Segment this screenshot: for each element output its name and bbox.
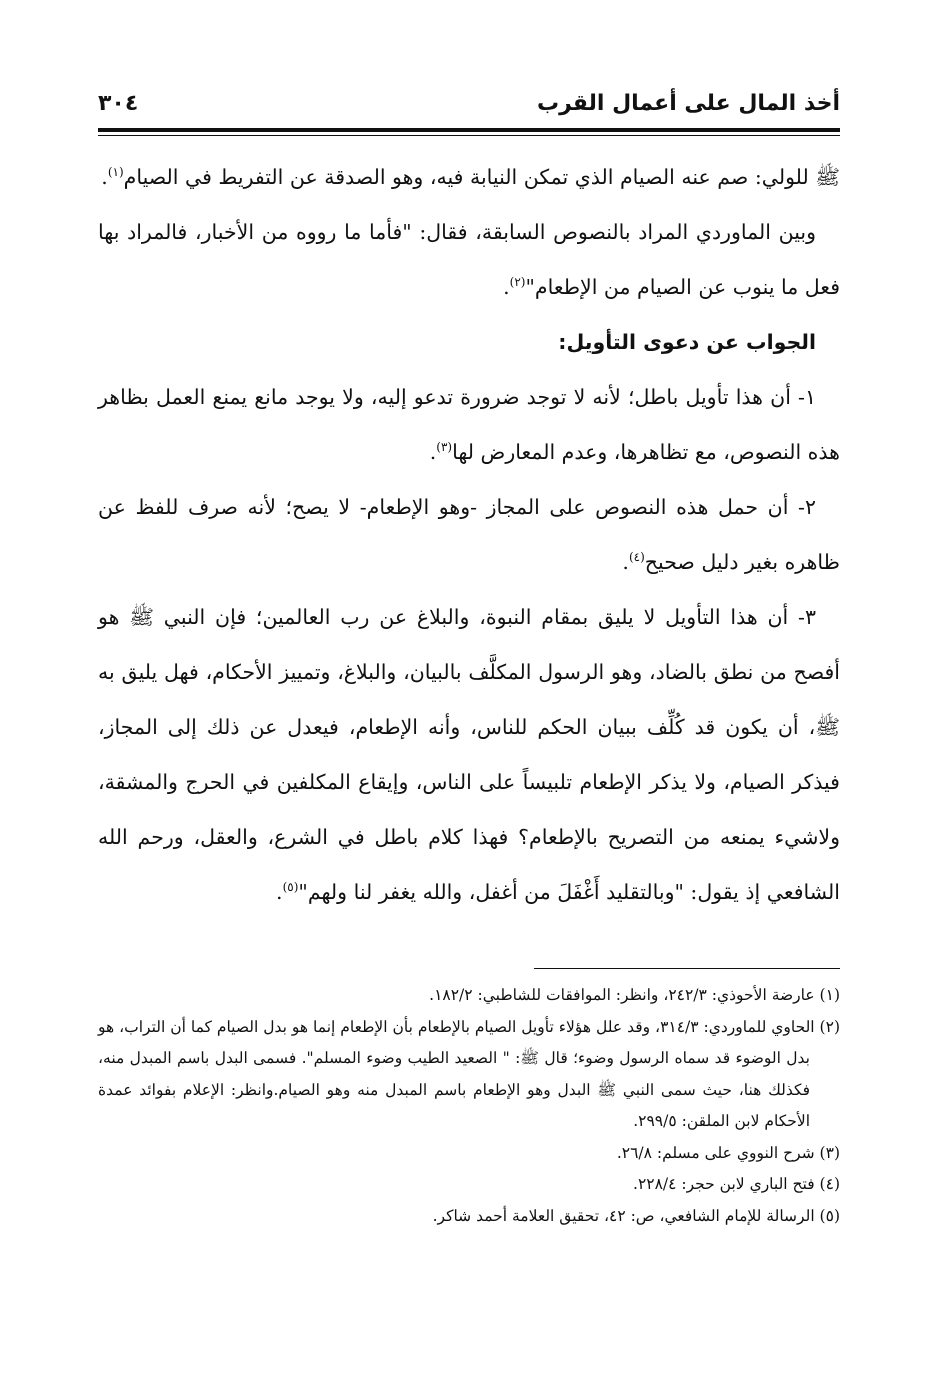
footnote-ref-2: (٢) xyxy=(509,275,526,290)
footnote-3: (٣) شرح النووي على مسلم: ٢٦/٨. xyxy=(616,1143,840,1162)
footnote-ref-1: (١) xyxy=(107,165,124,180)
running-title: أخذ المال على أعمال القرب xyxy=(536,91,840,116)
footnote-2: (٢) الحاوي للماوردي: ٣١٤/٣، وقد علل هؤلاء تأويل الصيام بالإطعام بأن الإطعام إنما هو بدل الصيام كما أن التراب، هو بدل الوضوء قد سماه الرسول وضوء؛ قال ﷺ: " الصعيد الطيب وضوء المسلم". فسمى البدل باسم المبدل منه، فكذلك هنا، حيث سمى النبي ﷺ البدل وهو الإطعام باسم المبدل منه وهو الصيام.وانظر: الإعلام بفوائد عمدة الأحكام لابن الملقن: ٢٩٩/٥. xyxy=(98,1017,840,1130)
paragraph-1: ﷺ للولي: صم عنه الصيام الذي تمكن النيابة فيه، وهو الصدقة عن التفريط في الصيام$^{(١)}$. xyxy=(101,165,840,189)
footnote-separator xyxy=(534,968,840,969)
book-page xyxy=(98,0,840,1377)
header-rule-thin xyxy=(98,135,840,136)
page-header xyxy=(98,86,840,126)
footnote-5: (٥) الرسالة للإمام الشافعي، ص: ٤٢، تحقيق العلامة أحمد شاكر. xyxy=(432,1206,840,1225)
footnotes xyxy=(98,980,840,1232)
answer-item-2: ٢- أن حمل هذه النصوص على المجاز -وهو الإطعام- لا يصح؛ لأنه صرف للفظ عن ظاهره بغير دليل صحيح$^{(٤)}$. xyxy=(98,495,840,574)
footnote-ref-4: (٤) xyxy=(628,550,645,565)
answer-item-3: ٣- أن هذا التأويل لا يليق بمقام النبوة، والبلاغ عن رب العالمين؛ فإن النبي ﷺ هو أفصح من نطق بالضاد، وهو الرسول المكلَّف بالبيان، والبلاغ، وتمييز الأحكام، فهل يليق به ﷺ، أن يكون قد كُلِّف ببيان الحكم للناس، وأنه الإطعام، فيعدل عن ذلك إلى المجاز، فيذكر الصيام، ولا يذكر الإطعام تلبيساً على الناس، وإيقاع المكلفين في الحرج والمشقة، ولاشيء يمنعه من التصريح بالإطعام؟ فهذا كلام باطل في الشرع، والعقل، ورحم الله الشافعي إذ يقول: "وبالتقليد أَغْفَلَ من أغفل، والله يغفر لنا ولهم"$^{(٥)}$. xyxy=(98,605,841,904)
page-number: ٣٠٤ xyxy=(98,91,139,116)
section-heading: الجواب عن دعوى التأويل: xyxy=(558,330,816,354)
footnote-ref-3: (٣) xyxy=(436,440,453,455)
paragraph-2: وبين الماوردي المراد بالنصوص السابقة، فقال: "فأما ما رووه من الأخبار، فالمراد بها فعل ما ينوب عن الصيام من الإطعام"$^{(٢)}$. xyxy=(98,220,840,299)
footnote-1: (١) عارضة الأحوذي: ٢٤٢/٣، وانظر: الموافقات للشاطبي: ١٨٢/٢. xyxy=(429,986,840,1004)
footnote-4: (٤) فتح الباري لابن حجر: ٢٢٨/٤. xyxy=(633,1175,840,1193)
answer-item-1: ١- أن هذا تأويل باطل؛ لأنه لا توجد ضرورة تدعو إليه، ولا يوجد مانع يمنع العمل بظاهر هذه النصوص، مع تظاهرها، وعدم المعارض لها$^{(٣)}$. xyxy=(98,385,840,464)
header-rule-thick xyxy=(98,128,840,132)
main-text xyxy=(98,150,840,920)
footnote-ref-5: (٥) xyxy=(282,880,299,895)
